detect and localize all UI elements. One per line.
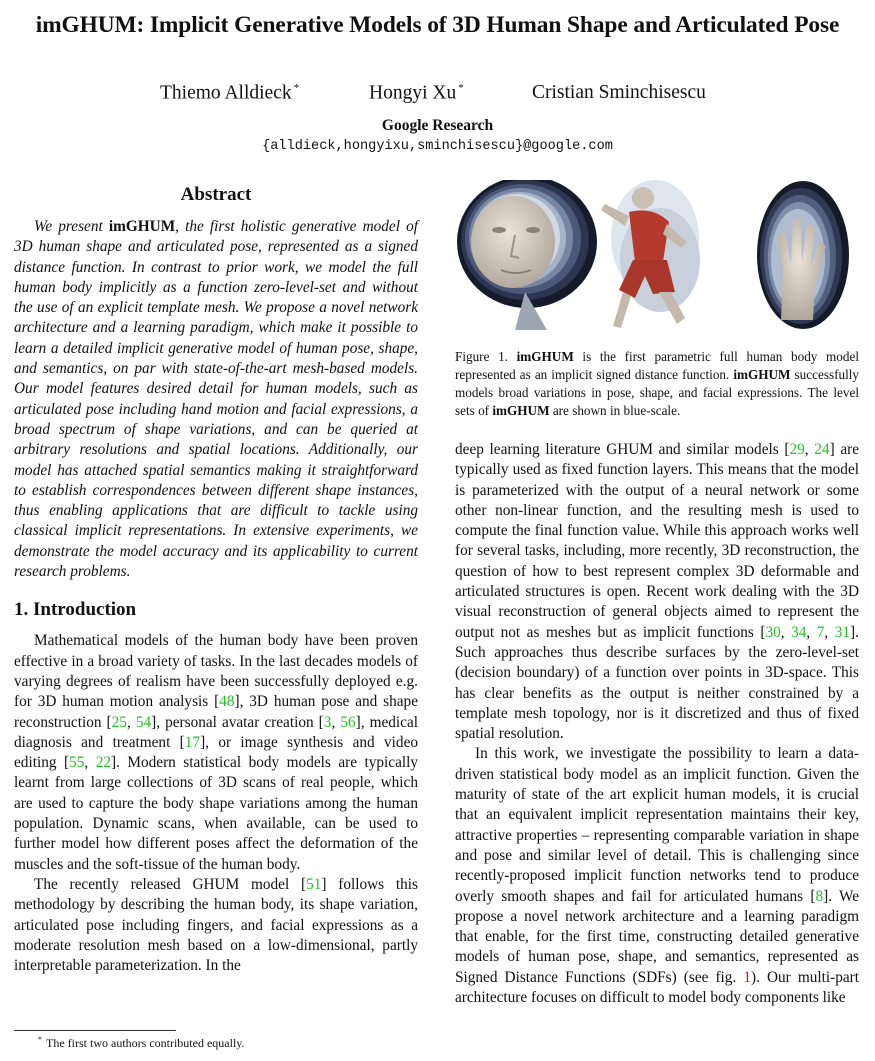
citation-link[interactable]: 25: [111, 713, 127, 731]
equal-contribution-mark: *: [293, 82, 300, 94]
citation-link[interactable]: 29: [789, 441, 805, 458]
affiliation: Google Research: [381, 117, 494, 134]
citation-link[interactable]: 48: [219, 693, 235, 711]
abstract-text: We present imGHUM, the first holistic generative model of 3D human shape and articulated pose, represented as a signed distance function. In contrast to prior work, we model the full human body implicitly as a function zero-level-set and without the use of an explicit template mesh. We propose a novel network architecture and a learning paradigm, which make it possible to learn a detailed implicit generative model of human pose, shape, and semantics, on par with state-of-the-art mesh-based models. Our model features desired detail for human models, such as articulated pose including hand motion and facial expressions, a broad spectrum of shape variations, and can be queried at arbitrary resolutions and spatial locations. Additionally, our model has attached spatial semantics making it straightforward to establish correspondences between different shape instances, thus enabling applications that are difficult to tackle using classical implicit representations. In extensive experiments, we demonstrate the model accuracy and its applicability to current research problems.: [14, 218, 418, 581]
citation-link[interactable]: 8: [815, 887, 824, 905]
citation-link[interactable]: 7: [816, 623, 825, 641]
citation-link[interactable]: 30: [765, 623, 781, 641]
section-heading-introduction: 1. Introduction: [14, 599, 137, 621]
figure-1-caption: Figure 1. imGHUM is the first parametric full human body model represented as an implicit signed distance function. imGHUM successfully models broad variations in pose, shape, and facial expressions. The level sets of imGHUM are shown in blue-scale.: [455, 349, 859, 418]
model-name: imGHUM: [516, 349, 574, 364]
intro-paragraph-1: Mathematical models of the human body have been proven effective in a broad variety of tasks. In the last decades models of varying degrees of realism have been successfully deployed e.g. for 3D human motion analysis [48], 3D human pose and shape reconstruction [25, 54], personal avatar creation [3, 56], medical diagnosis and treatment [17], or image synthesis and video editing [55, 22]. Modern statistical body models are typically learnt from large collections of 3D scans of real people, which are used to capture the body shape variations among the human population. Dynamic scans, when available, can be used to further model how different poses affect the deformation of the muscles and the soft-tissue of the human body.: [14, 632, 419, 873]
citation-link[interactable]: 55: [69, 754, 85, 772]
body-level-set-render: [601, 180, 700, 328]
citation-link[interactable]: 3: [323, 713, 332, 731]
author-name: Cristian Sminchisescu: [532, 82, 706, 103]
author-1: [160, 82, 299, 105]
intro-paragraph-4: In this work, we investigate the possibility to learn a data-driven statistical body model as an implicit function. Given the maturity of state of the art explicit human models, it is crucial that an equivalent implicit representation maintains their key, attractive properties – representing comparable variation in shape and pose and similar level of detail. This is challenging since recently-proposed implicit function networks tend to produce overly smooth shapes and fail for articulated humans [8]. We propose a novel network architecture and a learning paradigm that enable, for the first time, constructing detailed generative models of human pose, shape, and semantics, represented as Signed Distance Functions (SDFs) (see fig. 1). Our multi-part architecture focuses on difficult to model body components like: [455, 745, 860, 1007]
paper-title: imGHUM: Implicit Generative Models of 3D Human Shape and Articulated Pose: [35, 12, 840, 38]
citation-link[interactable]: 22: [95, 754, 111, 772]
intro-paragraph-2: The recently released GHUM model [51] follows this methodology by describing the human body, its shape variation, articulated pose including fingers, and facial expressions as a moderate resolution mesh based on a low-dimensional, partly interpretable parameterization. In the: [14, 875, 418, 975]
figure-1-image: [455, 180, 859, 345]
citation-link[interactable]: 17: [184, 733, 201, 751]
equal-contribution-mark: *: [458, 82, 464, 94]
footnote-mark: *: [38, 1035, 42, 1044]
model-name: imGHUM: [733, 367, 791, 382]
figure-reference-link[interactable]: 1: [743, 968, 751, 986]
footnote: [38, 1035, 245, 1051]
hand-level-set-render: [757, 181, 849, 329]
abstract-heading: Abstract: [180, 184, 252, 205]
citation-link[interactable]: 51: [306, 875, 322, 893]
figure-1-graphic: [455, 180, 859, 345]
citation-link[interactable]: 56: [340, 713, 356, 731]
author-emails: {alldieck,hongyixu,sminchisescu}@google.com: [262, 139, 613, 154]
author-name: Thiemo Alldieck: [160, 82, 292, 104]
citation-link[interactable]: 54: [135, 713, 152, 731]
citation-link[interactable]: 34: [791, 623, 807, 641]
model-name: imGHUM: [108, 218, 176, 235]
footnote-divider: [14, 1030, 176, 1031]
author-list: [0, 82, 875, 108]
citation-link[interactable]: 24: [814, 441, 830, 458]
left-column: [14, 183, 418, 976]
model-name: imGHUM: [492, 403, 550, 418]
author-name: Hongyi Xu: [369, 82, 457, 104]
footnote-text: The first two authors contributed equally.: [46, 1036, 245, 1050]
citation-link[interactable]: 31: [834, 623, 851, 641]
author-3: [532, 82, 706, 104]
author-2: [369, 82, 464, 105]
right-column: [455, 440, 859, 1008]
intro-paragraph-3: deep learning literature GHUM and similar models [29, 24] are typically used as fixed function layers. This means that the model is parameterized with the output of a neural network or some other non-linear function, and the resulting mesh is used to compute the final function value. While this approach works well for several tasks, including, more recently, 3D reconstruction, the question of how to best represent complex 3D deformable and articulated structures is open. Recent work dealing with the 3D visual reconstruction of general objects aimed to represent the output not as meshes but as implicit functions [30, 34, 7, 31]. Such approaches thus describe surfaces by the zero-level-set (decision boundary) of a function over points in 3D-space. This has clear benefits as the output is neither constrained by a template mesh topology, nor is it discretized and thus of fixed spatial resolution.: [455, 441, 859, 743]
head-level-set-render: [457, 180, 597, 330]
